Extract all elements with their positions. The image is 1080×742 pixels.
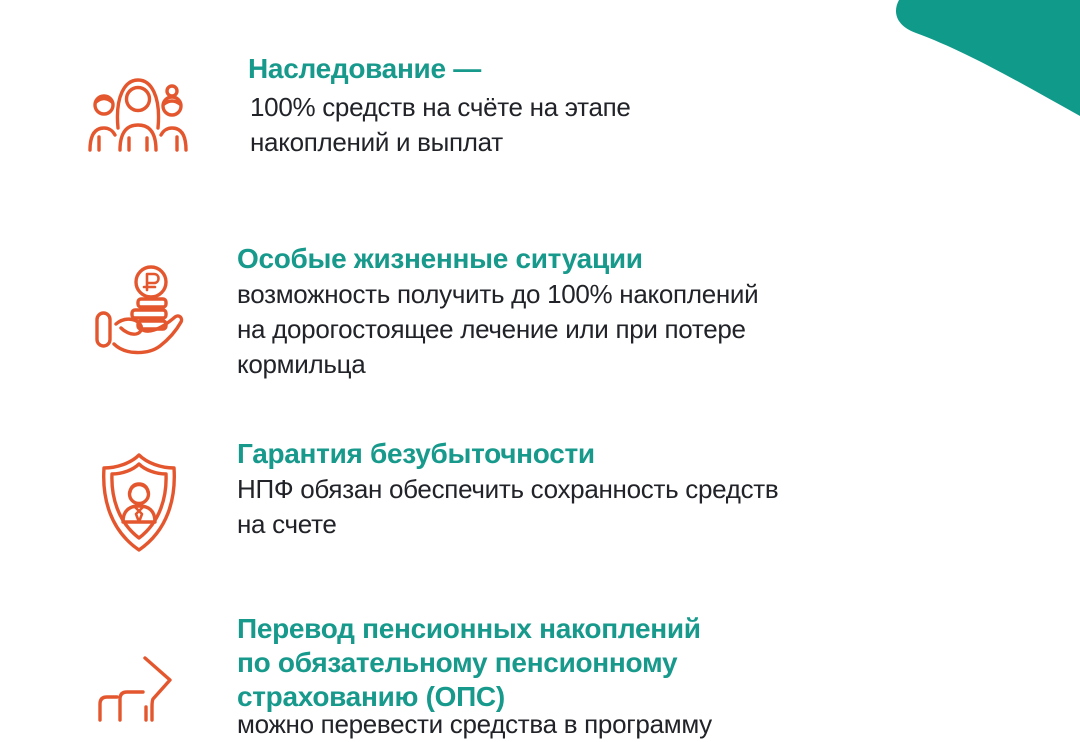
section-body [237, 277, 758, 382]
people-group-icon [88, 74, 188, 150]
title-line: Особые жизненные ситуации [237, 243, 643, 274]
section-title [237, 242, 643, 276]
body-line: на дорогостоящее лечение или при потере [237, 314, 746, 344]
title-line: по обязательному пенсионному [237, 647, 678, 678]
body-line: накоплений и выплат [250, 127, 503, 157]
ruble-coins-in-hand-icon [94, 262, 190, 364]
shield-with-person-icon [92, 450, 186, 558]
section-title [237, 437, 595, 471]
body-line: НПФ обязан обеспечить сохранность средств [237, 474, 779, 504]
body-line: кормильца [237, 349, 366, 379]
title-line: Гарантия безубыточности [237, 438, 595, 469]
title-line: Перевод пенсионных накоплений [237, 613, 701, 644]
body-line: 100% средств на счёте на этапе [250, 92, 631, 122]
body-line: возможность получить до 100% накоплений [237, 279, 759, 309]
section-body-clipped [237, 707, 712, 742]
transfer-arrow-icon [95, 655, 185, 720]
title-line: страхованию (ОПС) [237, 681, 505, 712]
section-body [250, 90, 631, 160]
section-title [248, 52, 481, 86]
title-line: Наследование — [248, 53, 481, 84]
section-title [237, 612, 701, 714]
section-body [237, 472, 778, 542]
body-line: можно перевести средства в программу [237, 709, 712, 739]
body-line: на счете [237, 509, 337, 539]
